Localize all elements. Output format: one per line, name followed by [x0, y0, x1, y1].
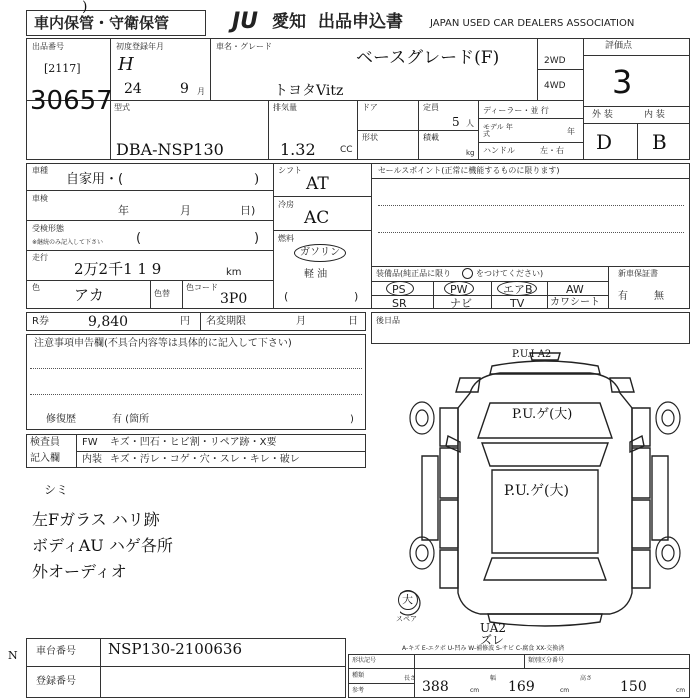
mileage-value: 2万2千1 1 9 — [74, 260, 162, 278]
handle-label: ハンドル — [483, 146, 515, 155]
color-change-label: 色替 — [154, 289, 170, 298]
spare-mark: 大 — [402, 593, 413, 606]
margin-mark: N — [8, 649, 18, 662]
accept-label: 受検形態 — [32, 224, 64, 233]
entry-label: 記入欄 — [30, 453, 60, 464]
capacity-value: 5 — [452, 115, 460, 129]
ac-label: 冷房 — [278, 200, 294, 209]
accept-note: ※継続のみ記入して下さい — [32, 239, 104, 246]
diagram-rear-note: UA2 ズレ — [480, 621, 507, 647]
accept-open: ( — [136, 231, 142, 246]
dim-height: 150 — [620, 679, 647, 695]
dim-height-label: 高さ — [580, 675, 593, 682]
interior-label: 内 装 — [644, 110, 665, 120]
recycle-yen: 円 — [180, 316, 190, 327]
region-label: 愛知 — [272, 12, 306, 32]
registration-month-unit: 月 — [197, 87, 205, 96]
car-label: 車名・グレード — [216, 42, 272, 51]
color-code: 3P0 — [220, 291, 248, 307]
equipment-mark-circle — [462, 268, 473, 279]
registration-era: H — [118, 54, 134, 75]
fuel-label: 燃料 — [278, 234, 294, 243]
name-change-day: 日 — [348, 316, 358, 327]
inspection-month: 月 — [180, 204, 191, 217]
handwritten-note-4: 外オーディオ — [32, 562, 127, 581]
dim-height-unit: cm — [676, 687, 686, 694]
lot-small: [2117] — [44, 62, 81, 75]
warranty-yes: 有 — [618, 291, 628, 302]
sales-label: セールスポイント(正常に機能するものに限ります) — [378, 166, 560, 175]
org-name: JAPAN USED CAR DEALERS ASSOCIATION — [430, 18, 635, 29]
recycle-label: R券 — [32, 316, 49, 327]
diagram-hood-note: P.U.ゲ(大) — [512, 407, 573, 422]
interior-grade: B — [652, 130, 667, 154]
use-value: 自家用・( — [66, 172, 124, 187]
car-model: Vitz — [316, 83, 344, 99]
margin-scribble: ) — [82, 0, 88, 15]
handwritten-note-3: ボディAU ハゲ各所 — [32, 536, 173, 555]
car-maker: トヨタ — [274, 83, 316, 99]
fuel-close: ) — [354, 290, 359, 303]
regnum-label: 登録番号 — [36, 676, 76, 687]
lot-label: 出品番号 — [32, 42, 64, 51]
load-unit: kg — [466, 149, 475, 157]
rating-score: 3 — [612, 63, 633, 101]
diagram-roof-note: P.U.ゲ(大) — [504, 483, 569, 499]
handwritten-note-2: 左Fガラス ハリ跡 — [32, 510, 160, 529]
mileage-unit: km — [226, 267, 242, 278]
legend-ref: 参考 — [352, 687, 365, 694]
inspector-label: 検査員 — [30, 437, 60, 448]
postdate-label: 後日品 — [376, 316, 400, 325]
fuel-diesel: 軽 油 — [304, 269, 328, 280]
displacement-label: 排気量 — [273, 103, 297, 112]
ac-value: AC — [304, 208, 330, 228]
displacement-unit: CC — [340, 145, 353, 155]
inspection-year: 年 — [118, 204, 129, 217]
airbag-circle — [497, 281, 537, 296]
equipment-label: 装備品(純正品に限り — [376, 269, 452, 278]
check-fw-items: キズ・凹石・ヒビ割・リペア跡・X要 — [110, 437, 277, 448]
fuel-gas: ガソリン — [300, 247, 340, 258]
displacement: 1.32 — [280, 140, 316, 159]
category-label: 車内保管・守衛保管 — [34, 14, 170, 32]
model-code-label: 型式 — [114, 103, 130, 112]
shift-label: シフト — [278, 166, 302, 175]
mileage-label: 走行 — [32, 253, 48, 262]
equipment-label-2: をつけてください) — [476, 269, 544, 278]
equip-ps: PS — [392, 283, 406, 296]
capacity-unit: 人 — [466, 119, 474, 128]
handle-options: 左・右 — [540, 146, 564, 155]
chassis-value: NSP130-2100636 — [108, 640, 242, 658]
shape-label: 形状 — [362, 133, 378, 142]
registration-month: 9 — [180, 81, 189, 97]
middle-section-frame — [26, 163, 690, 309]
load-label: 積載 — [423, 133, 439, 142]
postdate-box — [371, 312, 690, 344]
equip-navi: ナビ — [450, 297, 472, 310]
form-title: 出品申込書 — [318, 12, 403, 32]
chassis-label: 車台番号 — [36, 646, 76, 657]
car-grade: ベースグレード(F) — [356, 48, 500, 68]
repair-value: 有 (箇所 — [112, 414, 150, 425]
lot-number: 30657 — [30, 86, 113, 116]
check-int-items: キズ・汚レ・コゲ・穴・スレ・キレ・破レ — [110, 454, 300, 465]
capacity-label: 定員 — [423, 103, 439, 112]
inspection-label: 車検 — [32, 194, 48, 203]
equip-airbag: エアB — [503, 283, 533, 296]
legend-codes: A-キズ E-エクボ U-凹み W-補修波 S-サビ C-腐食 XX-交換済 — [402, 645, 565, 652]
legend-class-code: 類別区分番号 — [528, 657, 565, 664]
dim-length-label: 長さ — [404, 675, 417, 682]
warranty-label: 新車保証書 — [618, 269, 658, 278]
check-fw: FW — [82, 437, 98, 448]
dim-width: 169 — [508, 679, 535, 695]
equip-sr: SR — [392, 297, 407, 310]
drive-4wd: 4WD — [544, 81, 566, 91]
model-year-unit: 年 — [567, 127, 575, 136]
dim-width-label: 幅 — [490, 675, 497, 682]
exterior-label: 外 装 — [592, 110, 613, 120]
door-label: ドア — [362, 103, 378, 112]
legend-kind: 種類 — [352, 672, 365, 679]
registration-year: 24 — [124, 81, 142, 97]
rating-label: 評価点 — [605, 41, 633, 51]
pw-circle — [444, 281, 474, 296]
spare-label: スペア — [396, 615, 417, 623]
color-label: 色 — [32, 283, 40, 292]
exterior-grade: D — [596, 130, 613, 154]
drive-2wd: 2WD — [544, 56, 566, 66]
shift-value: AT — [306, 174, 329, 194]
color-value: アカ — [74, 286, 104, 304]
recycle-value: 9,840 — [88, 314, 129, 330]
notes-label: 注意事項申告欄(不具合内容等は具体的に記入して下さい) — [34, 338, 292, 349]
color-code-label: 色コード — [186, 283, 218, 292]
equip-pw: PW — [450, 283, 468, 296]
equip-tv: TV — [510, 297, 525, 310]
legend-shape: 形状記号 — [352, 657, 377, 664]
dealer-label: ディーラー・並 行 — [483, 106, 549, 115]
use-label: 車種 — [32, 166, 48, 175]
model-code: DBA-NSP130 — [116, 140, 224, 159]
repair-close: ) — [350, 414, 354, 425]
diagram-top-note: P.U.I A2 — [512, 349, 552, 360]
registration-label: 初度登録年月 — [116, 42, 164, 51]
warranty-no: 無 — [654, 291, 664, 302]
dim-length-unit: cm — [470, 687, 480, 694]
dim-length: 388 — [422, 679, 449, 695]
inspection-day: 日) — [240, 204, 256, 217]
repair-label: 修復歴 — [46, 414, 76, 425]
accept-close: ) — [254, 231, 260, 246]
recycle-row — [26, 312, 366, 331]
dim-width-unit: cm — [560, 687, 570, 694]
model-year-label: モデル 年式 — [483, 123, 513, 138]
name-change-month: 月 — [296, 316, 306, 327]
equip-seat: カワシート — [550, 297, 600, 308]
handwritten-note-1: シミ — [44, 483, 69, 497]
use-close: ) — [254, 172, 260, 187]
check-int: 内装 — [82, 454, 102, 465]
ps-circle — [386, 281, 414, 296]
fuel-open: ( — [284, 290, 289, 303]
name-change-label: 名変期限 — [206, 316, 246, 327]
equip-aw: AW — [566, 283, 584, 296]
ju-logo: JU — [232, 9, 259, 34]
